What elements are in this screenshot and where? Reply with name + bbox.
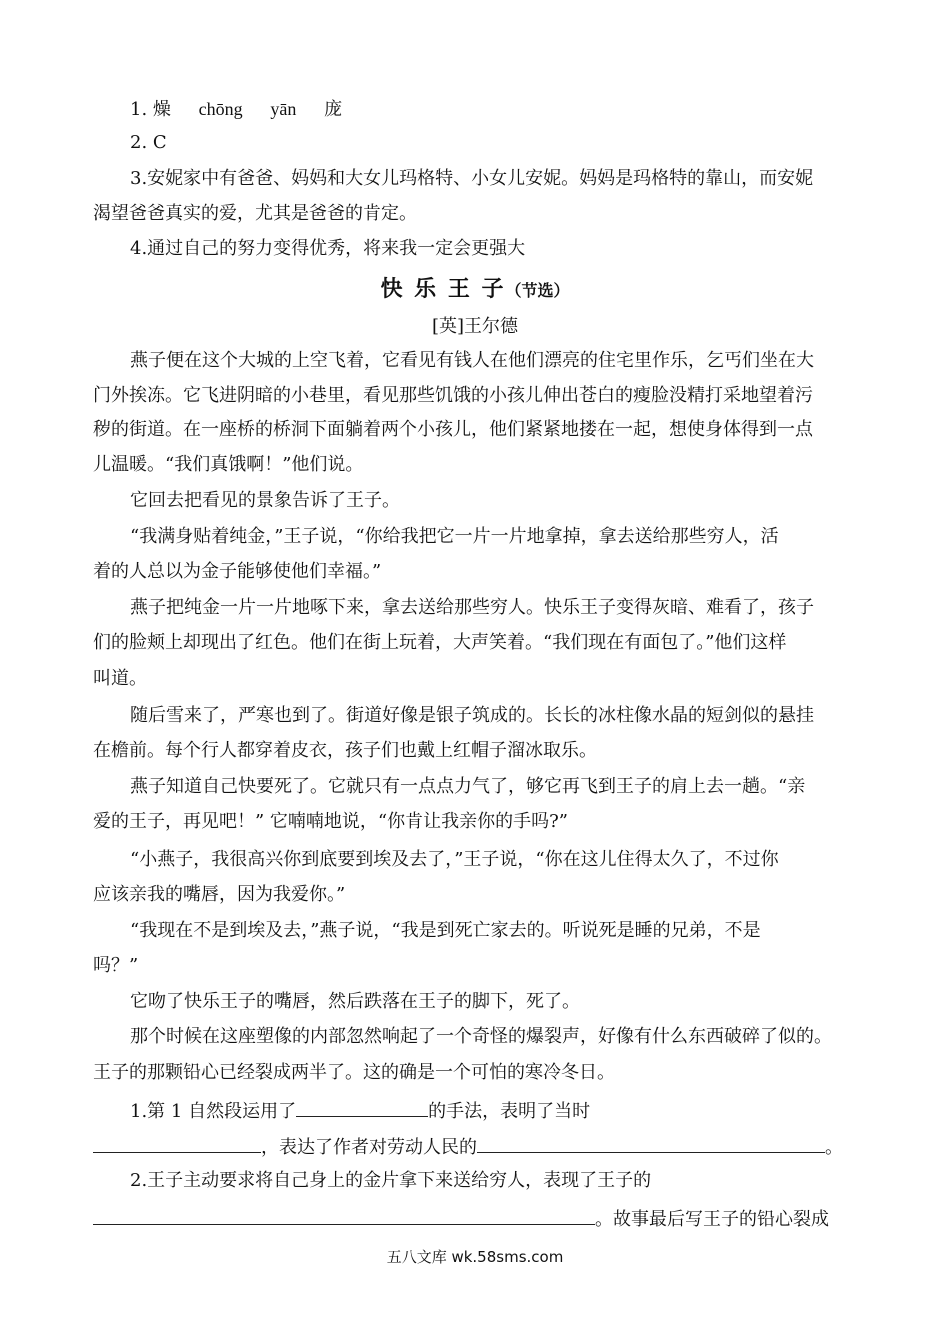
answer-blank[interactable] [296,1098,428,1117]
paragraph-8-line-2: 吗？” [93,955,139,976]
article-author: [英]王尔德 [431,316,519,337]
paragraph-10-line-2: 王子的那颗铅心已经裂成两半了。这的确是一个可怕的寒冷冬日。 [93,1062,615,1083]
paragraph-4-line-3: 叫道。 [93,668,147,689]
question-1-line-1: 1.第 1 自然段运用了 的手法，表明了当时 [130,1098,590,1123]
paragraph-8-line-1: “我现在不是到埃及去，”燕子说，“我是到死亡家去的。听说死是睡的兄弟，不是 [130,920,761,941]
paragraph-3-line-2: 着的人总以为金子能够使他们幸福。” [93,561,382,582]
article-title: 快 乐 王 子（节选） [380,277,570,302]
question-1-line-2: ，表达了作者对劳动人民的 。 [93,1134,843,1159]
paragraph-5-line-2: 在檐前。每个行人都穿着皮衣，孩子们也戴上红帽子溜冰取乐。 [93,740,597,761]
paragraph-9: 它吻了快乐王子的嘴唇，然后跌落在王子的脚下，死了。 [130,991,580,1012]
answer-blank[interactable] [477,1134,825,1153]
footer-watermark: 五八文库 wk.58sms.com [386,1248,564,1266]
paragraph-3-line-1: “我满身贴着纯金，”王子说，“你给我把它一片一片地拿掉，拿去送给那些穷人，活 [130,526,779,547]
paragraph-1-line-1: 燕子便在这个大城的上空飞着，它看见有钱人在他们漂亮的住宅里作乐，乞丐们坐在大 [130,350,814,371]
paragraph-1-line-4: 儿温暖。“我们真饿啊！”他们说。 [93,454,364,475]
paragraph-7-line-2: 应该亲我的嘴唇，因为我爱你。” [93,884,346,905]
answer-1: 1. 燥 chōng yān 庞 [130,99,343,120]
answer-blank[interactable] [93,1134,261,1153]
paragraph-4-line-2: 们的脸颊上却现出了红色。他们在街上玩着，大声笑着。“我们现在有面包了。”他们这样 [93,632,787,653]
answer-4: 4.通过自己的努力变得优秀，将来我一定会更强大 [130,238,526,259]
paragraph-10-line-1: 那个时候在这座塑像的内部忽然响起了一个奇怪的爆裂声，好像有什么东西破碎了似的。 [130,1026,832,1047]
question-2-line-2: 。故事最后写王子的铅心裂成 [93,1206,829,1231]
question-2-line-1: 2.王子主动要求将自己身上的金片拿下来送给穷人，表现了王子的 [130,1170,652,1191]
answer-3-line-1: 3.安妮家中有爸爸、妈妈和大女儿玛格特、小女儿安妮。妈妈是玛格特的靠山，而安妮 [130,168,814,189]
answer-2: 2. C [130,132,167,153]
paragraph-7-line-1: “小燕子，我很高兴你到底要到埃及去了，”王子说，“你在这儿住得太久了，不过你 [130,849,779,870]
answer-3-line-2: 渴望爸爸真实的爱，尤其是爸爸的肯定。 [93,203,417,224]
paragraph-5-line-1: 随后雪来了，严寒也到了。街道好像是银子筑成的。长长的冰柱像水晶的短剑似的悬挂 [130,705,814,726]
answer-blank[interactable] [93,1206,595,1225]
paragraph-6-line-2: 爱的王子，再见吧！” 它喃喃地说，“你肯让我亲你的手吗?” [93,811,568,832]
paragraph-4-line-1: 燕子把纯金一片一片地啄下来，拿去送给那些穷人。快乐王子变得灰暗、难看了，孩子 [130,597,814,618]
paragraph-1-line-3: 秽的街道。在一座桥的桥洞下面躺着两个小孩儿，他们紧紧地搂在一起，想使身体得到一点 [93,419,813,440]
paragraph-2: 它回去把看见的景象告诉了王子。 [130,490,400,511]
paragraph-1-line-2: 门外挨冻。它飞进阴暗的小巷里，看见那些饥饿的小孩儿伸出苍白的瘦脸没精打采地望着污 [93,385,813,406]
paragraph-6-line-1: 燕子知道自己快要死了。它就只有一点点力气了，够它再飞到王子的肩上去一趟。“亲 [130,776,806,797]
